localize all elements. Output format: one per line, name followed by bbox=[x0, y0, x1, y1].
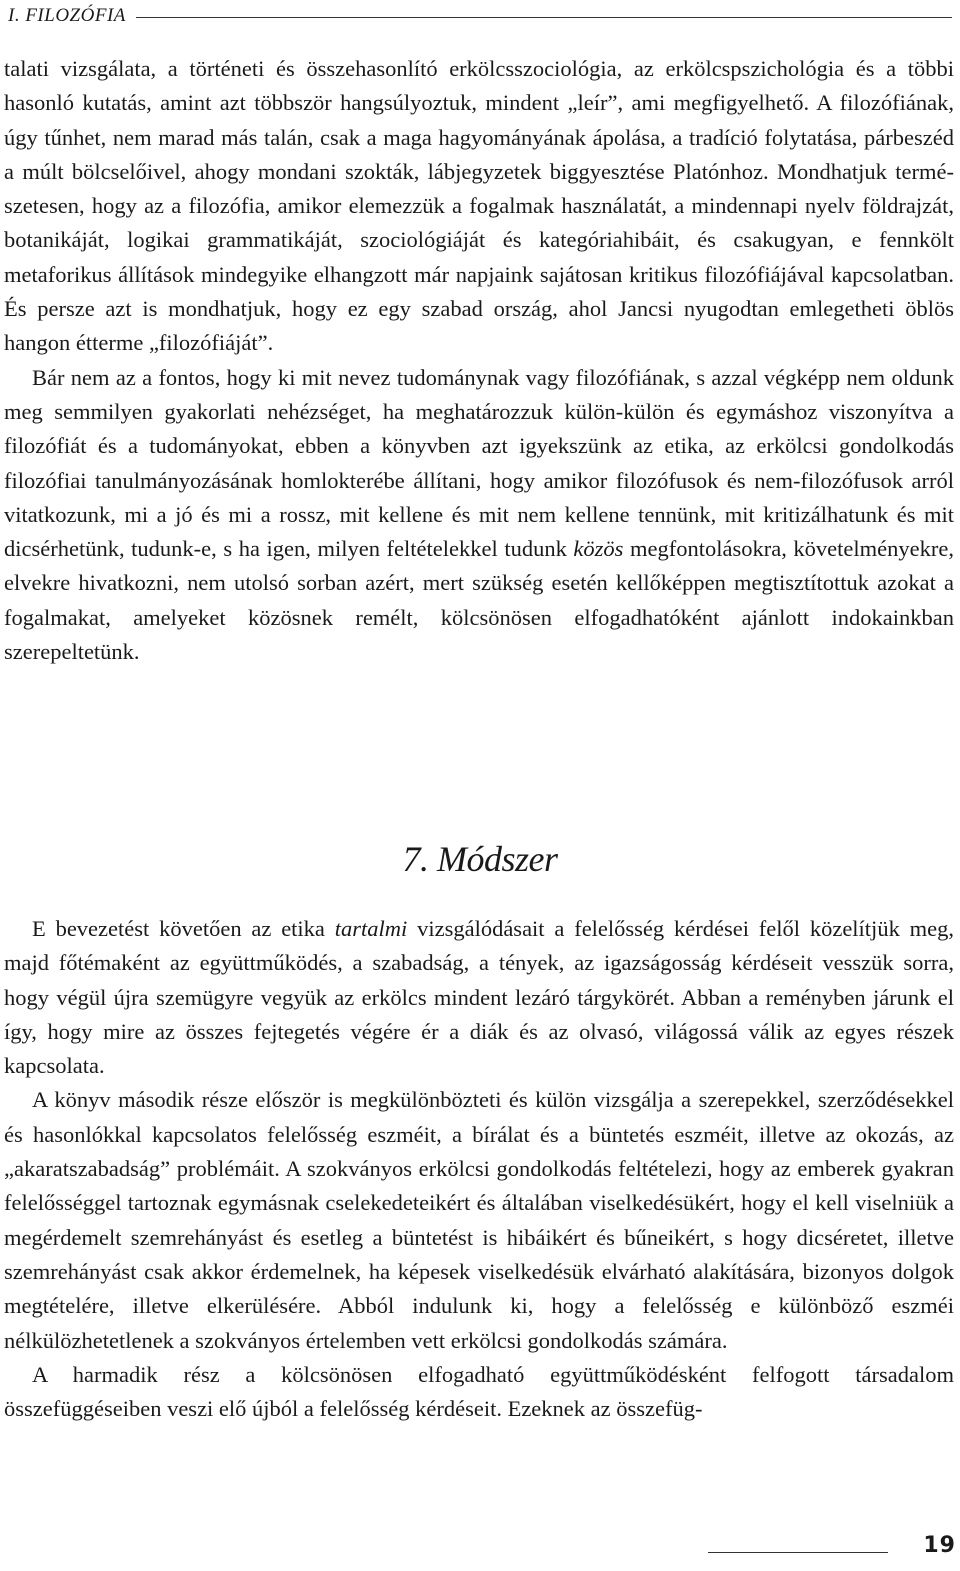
body-text-lower bbox=[4, 912, 954, 1426]
paragraph bbox=[4, 912, 954, 1083]
paragraph-text: megfontolásokra, követelményekre, elvekre hivatkozni, nem utolsó sorban azért, mert szükség esetén kellőképpen megtisztítottuk azokat a fogalmakat, amelyeket közösnek remélt, kölcsönösen elfogadhatóként ajánlott indokainkban szerepeltetünk. bbox=[4, 536, 954, 665]
running-header bbox=[8, 4, 952, 28]
paragraph-text: vizsgálódásait a felelősség kérdései felől közelítjük meg, majd főtémaként az együttműködés, a szabadság, a tények, az igazságosság kérdéseit vesszük sorra, hogy végül újra szemügyre vegyük az erkölcs mindent lezáró tárgykörét. Abban a reményben járunk el így, hogy mire az összes fejtegetés végére ér a diák és az olvasó, világossá válik az egyes részek kapcsolata. bbox=[4, 916, 955, 1079]
paragraph bbox=[4, 361, 954, 670]
footer-rule bbox=[708, 1552, 888, 1553]
section-heading: 7. Módszer bbox=[402, 839, 558, 879]
paragraph-text: E bevezetést követően az etika bbox=[32, 916, 335, 941]
body-text-upper bbox=[4, 52, 954, 669]
paragraph-text: Bár nem az a fontos, hogy ki mit nevez tudománynak vagy filozófiának, s azzal végképp nem oldunk meg semmilyen gyakorlati nehézséget, ha meghatározzuk külön-külön és egymáshoz viszonyítva a filozófiát és a tudományokat, ebben a könyvben azt igyekszünk az etika, az erkölcsi gondolkodás filozófiai tanulmányozásának homlokterébe állítani, hogy amikor filozófusok és nem-filozófusok arról vitatkozunk, mi a jó és mi a rossz, mit kellene és mit nem kellene tennünk, mit kritizálhatunk és mit dicsérhetünk, tudunk-e, s ha igen, milyen feltételekkel tudunk bbox=[4, 364, 954, 562]
header-rule bbox=[136, 17, 952, 18]
paragraph: A könyv második része először is megkülönbözteti és külön vizsgálja a szerepekkel, szerződésekkel és hasonlókkal kapcsolatos felelősség eszméit, a bírálat és a büntetés eszméit, illetve az okozás, az „akaratszabadság” problémáit. A szokványos erkölcsi gondolkodás feltételezi, hogy az emberek gyakran felelősséggel tartoznak egymásnak cselekedeteikért és általában viselkedésükért, hogy el kell viselniük a megérdemelt szemrehányást és esetleg a büntetést is hibáikért és bűneikért, s hogy dicséretet, illetve szemrehányást csak akkor érdemelnek, ha képesek viselkedésük elvárható alakítására, bizonyos dolgok megtételére, illetve elkerülésére. Abból indulunk ki, hogy a felelősség e különböző eszméi nélkülözhetetlenek a szokványos értelemben vett erkölcsi gondolkodás számára. bbox=[4, 1087, 954, 1353]
running-header-title: I. FILOZÓFIA bbox=[8, 5, 126, 26]
paragraph: talati vizsgálata, a történeti és összehasonlító erkölcsszociológia, az erkölcspszichológia és a többi hasonló kutatás, amint azt többször hangsúlyoztuk, mindent „leír”, ami megfigyelhető. A filozófiának, úgy tűnhet, nem marad más talán, csak a maga hagyományának ápolása, a tradíció folytatása, párbeszéd a múlt bölcselőivel, ahogy mondani szokták, lábjegyzetek biggyesztése Platónhoz. Mondhatjuk természetesen, hogy az a filozófia, amikor elemezzük a fogalmak használatát, a mindennapi nyelv földrajzát, botanikáját, logikai grammatikáját, szociológiáját és kategóriahibáit, és csakugyan, e fennkölt metaforikus állítások mindegyike elhangzott már napjaink sajátosan kritikus filozófiájával kapcsolatban. És persze azt is mondhatjuk, hogy ez egy szabad ország, ahol Jancsi nyugodtan emlegetheti öblös hangon étterme „filozófiáját”. bbox=[4, 56, 954, 356]
emphasis-text: tartalmi bbox=[334, 916, 408, 941]
page-number: 19 bbox=[923, 1533, 956, 1558]
paragraph: A harmadik rész a kölcsönösen elfogadható együttműködésként felfogott társadalom összefüggéseiben veszi elő újból a felelősség kérdéseit. Ezeknek az összefüg- bbox=[4, 1361, 954, 1422]
emphasis-text: közös bbox=[573, 536, 624, 562]
